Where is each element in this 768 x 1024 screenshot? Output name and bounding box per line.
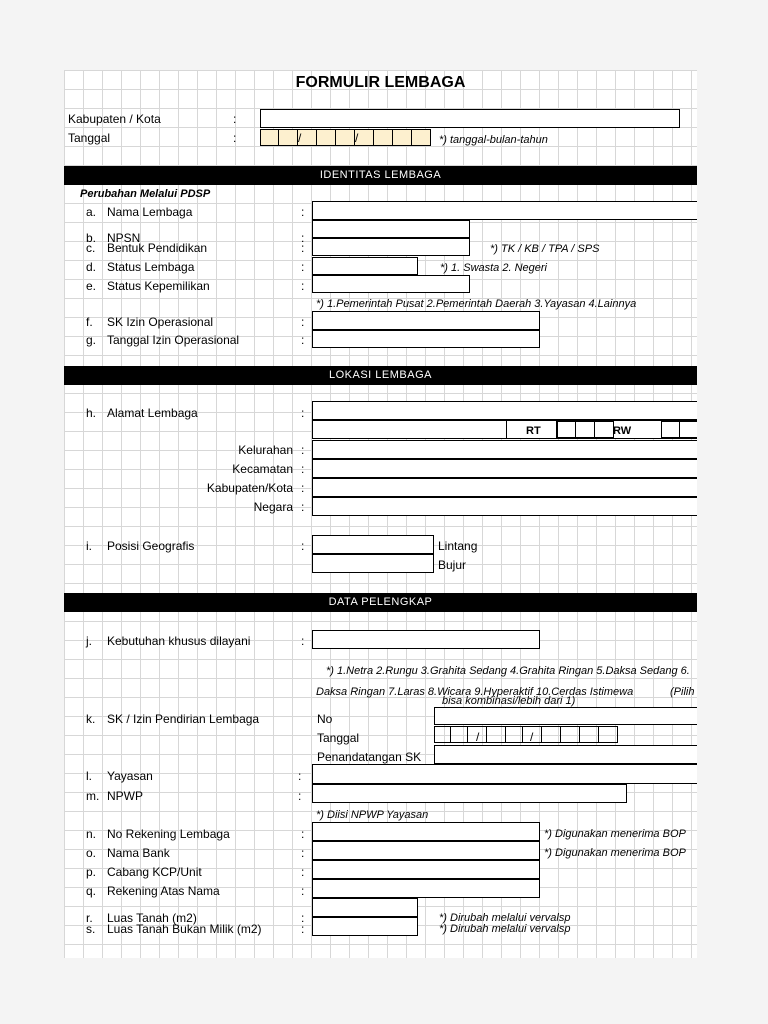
vervalsp-note: *) Dirubah melalui vervalsp <box>439 923 571 935</box>
status-kepemilikan-label: Status Kepemilikan <box>107 279 210 293</box>
colon: : <box>301 462 305 476</box>
kebutuhan-khusus-input[interactable] <box>312 630 540 649</box>
sk-no-label: No <box>317 712 333 726</box>
item-letter: d. <box>86 260 97 274</box>
penandatangan-input[interactable] <box>434 745 697 764</box>
lintang-input[interactable] <box>312 535 434 554</box>
kelurahan-label: Kelurahan <box>238 443 293 457</box>
item-letter: p. <box>86 865 97 879</box>
item-letter: j. <box>86 634 92 648</box>
bentuk-note: *) TK / KB / TPA / SPS <box>490 243 600 255</box>
item-letter: o. <box>86 846 97 860</box>
item-letter: k. <box>86 712 96 726</box>
rekening-label: No Rekening Lembaga <box>107 827 230 841</box>
colon: : <box>301 865 305 879</box>
kebutuhan-note-1: *) 1.Netra 2.Rungu 3.Grahita Sedang 4.Grahita Ringan 5.Daksa Sedang 6. <box>326 665 690 677</box>
colon: : <box>301 634 305 648</box>
sk-tanggal-label: Tanggal <box>317 731 360 745</box>
colon: : <box>301 911 305 925</box>
yayasan-input[interactable] <box>312 764 697 784</box>
npwp-input[interactable] <box>312 784 627 803</box>
npwp-note: *) Diisi NPWP Yayasan <box>316 809 429 821</box>
kecamatan-label: Kecamatan <box>232 462 293 476</box>
colon: : <box>301 846 305 860</box>
kecamatan-input[interactable] <box>312 459 697 478</box>
colon: : <box>301 241 305 255</box>
item-letter: a. <box>86 205 97 219</box>
vervalsp-note: *) Dirubah melalui vervalsp <box>439 912 571 924</box>
penandatangan-label: Penandatangan SK <box>317 750 422 764</box>
tanggal-izin-input[interactable] <box>312 330 540 348</box>
item-letter: c. <box>86 241 96 255</box>
colon: : <box>233 112 237 126</box>
luas-bukan-label: Luas Tanah Bukan Milik (m2) <box>107 922 262 936</box>
date-slash: / <box>298 131 302 145</box>
negara-label: Negara <box>253 500 293 514</box>
yayasan-label: Yayasan <box>107 769 153 783</box>
kabupaten-label: Kabupaten / Kota <box>68 112 161 126</box>
kabupaten-input[interactable] <box>260 109 680 128</box>
colon: : <box>233 131 237 145</box>
item-letter: e. <box>86 279 97 293</box>
npwp-label: NPWP <box>107 789 143 803</box>
npsn-input[interactable] <box>312 220 470 238</box>
rt-label: RT <box>526 425 541 437</box>
item-letter: r. <box>86 911 93 925</box>
alamat-label: Alamat Lembaga <box>107 406 198 420</box>
tanggal-izin-label: Tanggal Izin Operasional <box>107 333 240 347</box>
colon: : <box>301 481 305 495</box>
nama-bank-input[interactable] <box>312 841 540 860</box>
nama-bank-label: Nama Bank <box>107 846 170 860</box>
sk-izin-label: SK Izin Operasional <box>107 315 214 329</box>
kelurahan-input[interactable] <box>312 440 697 459</box>
alamat-input[interactable] <box>312 401 697 420</box>
lintang-label: Lintang <box>438 539 478 553</box>
posisi-geografis-label: Posisi Geografis <box>107 539 195 553</box>
alamat-input-line2[interactable] <box>312 420 697 439</box>
item-letter: g. <box>86 333 97 347</box>
status-lembaga-label: Status Lembaga <box>107 260 195 274</box>
date-format-note: *) tanggal-bulan-tahun <box>439 134 548 146</box>
item-letter: h. <box>86 406 97 420</box>
kepemilikan-note: *) 1.Pemerintah Pusat 2.Pemerintah Daerah 3.Yayasan 4.Lainnya <box>316 298 637 310</box>
negara-input[interactable] <box>312 497 697 516</box>
tanggal-label: Tanggal <box>68 131 111 145</box>
form-sheet <box>64 70 697 958</box>
kebutuhan-note-2: Daksa Ringan 7.Laras 8.Wicara 9.Hyperaktif 10.Cerdas Istimewa <box>316 686 634 698</box>
colon: : <box>298 789 302 803</box>
rt-input-cells[interactable] <box>557 421 614 438</box>
kebutuhan-note-4: bisa kombinasi/lebih dari 1) <box>442 695 576 707</box>
kebutuhan-khusus-label: Kebutuhan khusus dilayani <box>107 634 251 648</box>
item-letter: l. <box>86 769 92 783</box>
npsn-label: NPSN <box>107 231 141 245</box>
atas-nama-input[interactable] <box>312 879 540 898</box>
colon: : <box>301 315 305 329</box>
rw-input-cells[interactable] <box>661 421 697 438</box>
item-letter: s. <box>86 922 96 936</box>
bujur-input[interactable] <box>312 554 434 573</box>
rw-label: RW <box>613 425 632 437</box>
nama-lembaga-label: Nama Lembaga <box>107 205 193 219</box>
luas-tanah-label: Luas Tanah (m2) <box>107 911 197 925</box>
sk-izin-input[interactable] <box>312 311 540 330</box>
item-letter: q. <box>86 884 97 898</box>
page-title: FORMULIR LEMBAGA <box>295 74 466 91</box>
kebutuhan-note-3: (Pilih <box>670 686 695 698</box>
sk-pendirian-label: SK / Izin Pendirian Lembaga <box>107 712 260 726</box>
section-lokasi: LOKASI LEMBAGA <box>64 366 697 385</box>
status-kepemilikan-input[interactable] <box>312 275 470 293</box>
colon: : <box>298 769 302 783</box>
colon: : <box>301 827 305 841</box>
cabang-label: Cabang KCP/Unit <box>107 865 202 879</box>
cabang-input[interactable] <box>312 860 540 879</box>
status-note: *) 1. Swasta 2. Negeri <box>440 262 547 274</box>
colon: : <box>301 279 305 293</box>
colon: : <box>301 406 305 420</box>
date-slash: / <box>476 730 480 744</box>
colon: : <box>301 333 305 347</box>
luas-tanah-input[interactable] <box>312 898 418 917</box>
colon: : <box>301 884 305 898</box>
sk-tanggal-cells[interactable] <box>434 726 618 743</box>
section-identitas: IDENTITAS LEMBAGA <box>64 166 697 185</box>
date-slash: / <box>355 131 359 145</box>
colon: : <box>301 231 305 245</box>
bentuk-pendidikan-label: Bentuk Pendidikan <box>107 241 208 255</box>
colon: : <box>301 922 305 936</box>
colon: : <box>301 260 305 274</box>
item-letter: n. <box>86 827 97 841</box>
colon: : <box>301 205 305 219</box>
luas-bukan-input[interactable] <box>312 917 418 936</box>
atas-nama-label: Rekening Atas Nama <box>107 884 220 898</box>
colon: : <box>301 443 305 457</box>
bentuk-pendidikan-input[interactable] <box>312 238 470 256</box>
item-letter: f. <box>86 315 93 329</box>
section-pelengkap: DATA PELENGKAP <box>64 593 697 612</box>
date-slash: / <box>530 730 534 744</box>
item-letter: b. <box>86 231 97 245</box>
identitas-subtitle: Perubahan Melalui PDSP <box>80 188 211 200</box>
bop-note: *) Digunakan menerima BOP <box>544 847 686 859</box>
bop-note: *) Digunakan menerima BOP <box>544 828 686 840</box>
item-letter: i. <box>86 539 92 553</box>
kabupaten-kota-input[interactable] <box>312 478 697 497</box>
rekening-input[interactable] <box>312 822 540 841</box>
nama-lembaga-input[interactable] <box>312 201 697 220</box>
bujur-label: Bujur <box>438 558 467 572</box>
item-letter: m. <box>86 789 100 803</box>
colon: : <box>301 500 305 514</box>
kabupaten-kota-label: Kabupaten/Kota <box>206 481 293 495</box>
status-lembaga-input[interactable] <box>312 257 418 275</box>
tanggal-date-cells[interactable] <box>260 129 431 146</box>
sk-no-input[interactable] <box>434 707 697 725</box>
colon: : <box>301 539 305 553</box>
